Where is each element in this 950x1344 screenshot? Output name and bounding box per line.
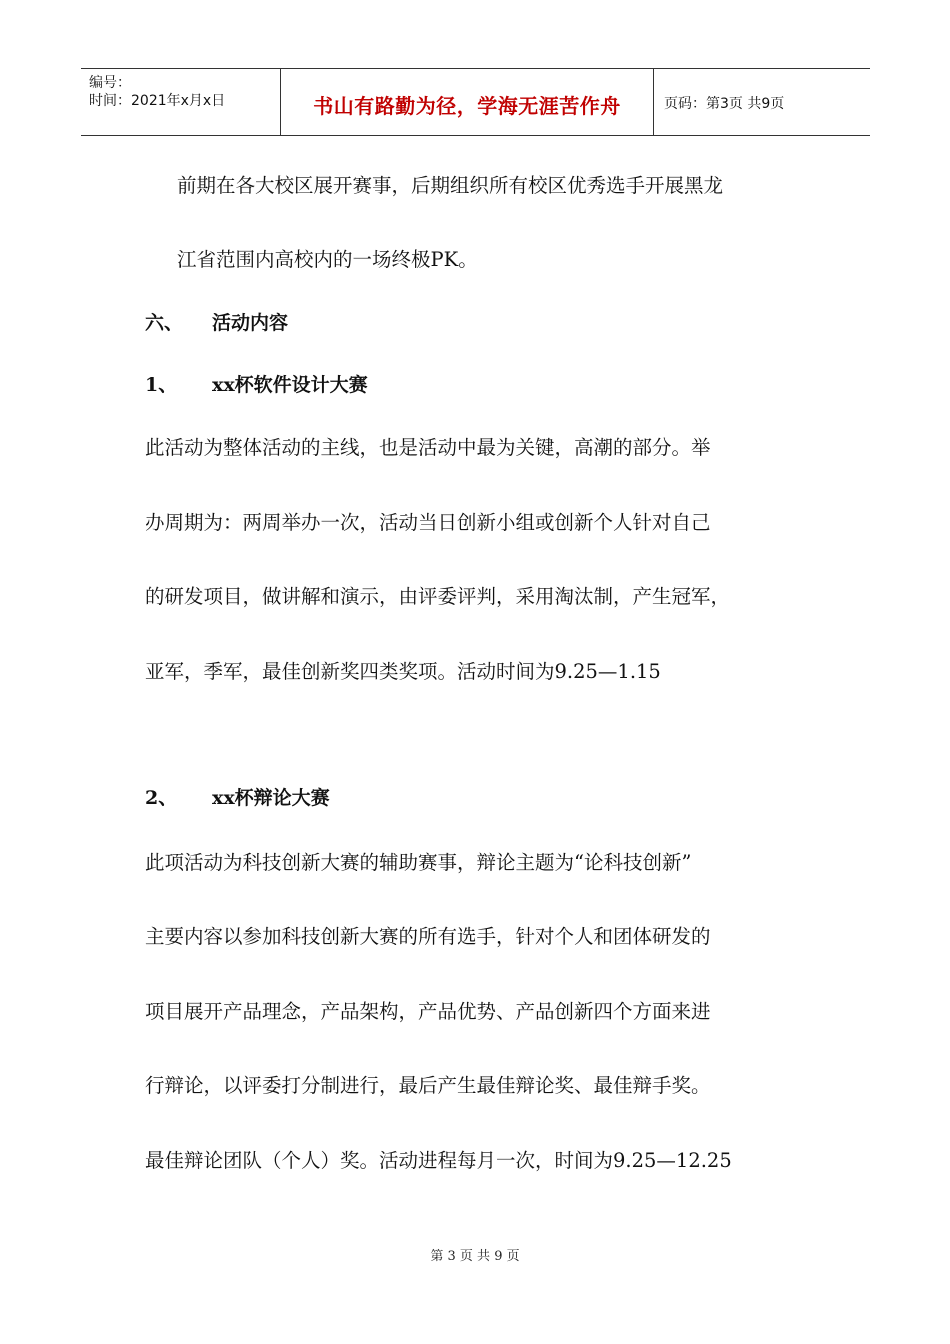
intro-line-1: 前期在各大校区展开赛事，后期组织所有校区优秀选手开展黑龙 (177, 174, 724, 197)
item1-line-4: 亚军，季军，最佳创新奖四类奖项。活动时间为9.25—1.15 (145, 660, 661, 683)
item2-line-5: 最佳辩论团队（个人）奖。活动进程每月一次，时间为9.25—12.25 (145, 1149, 732, 1172)
section-title: 活动内容 (212, 312, 289, 334)
document-number-label: 编号： (89, 75, 131, 91)
item1-number: 1、 (145, 374, 178, 396)
header-motto: 书山有路勤为径，学海无涯苦作舟 (313, 93, 621, 118)
section-number: 六、 (145, 312, 184, 334)
header-page-info: 页码：第3页 共9页 (664, 96, 785, 112)
item2-line-4: 行辩论，以评委打分制进行，最后产生最佳辩论奖、最佳辩手奖。 (145, 1074, 711, 1097)
item1-line-2: 办周期为：两周举办一次，活动当日创新小组或创新个人针对自己 (145, 511, 711, 534)
page-footer: 第 3 页 共 9 页 (430, 1249, 520, 1264)
item1-line-3: 的研发项目，做讲解和演示，由评委评判，采用淘汰制，产生冠军， (145, 585, 731, 608)
intro-line-2: 江省范围内高校内的一场终极PK。 (177, 248, 478, 271)
item2-line-1: 此项活动为科技创新大赛的辅助赛事，辩论主题为“论科技创新” (145, 851, 692, 874)
item2-line-2: 主要内容以参加科技创新大赛的所有选手，针对个人和团体研发的 (145, 925, 711, 948)
header-page-cell (654, 69, 870, 135)
item1-title: xx杯软件设计大赛 (212, 374, 368, 396)
document-time-label: 时间：2021年x月x日 (89, 93, 226, 109)
item2-line-3: 项目展开产品理念，产品架构，产品优势、产品创新四个方面来进 (145, 1000, 711, 1023)
item2-number: 2、 (145, 787, 178, 809)
header-meta-cell (81, 69, 281, 135)
header-motto-cell (281, 69, 654, 135)
item2-title: xx杯辩论大赛 (212, 787, 330, 809)
item1-line-1: 此活动为整体活动的主线，也是活动中最为关键，高潮的部分。举 (145, 436, 711, 459)
document-header (81, 68, 870, 136)
